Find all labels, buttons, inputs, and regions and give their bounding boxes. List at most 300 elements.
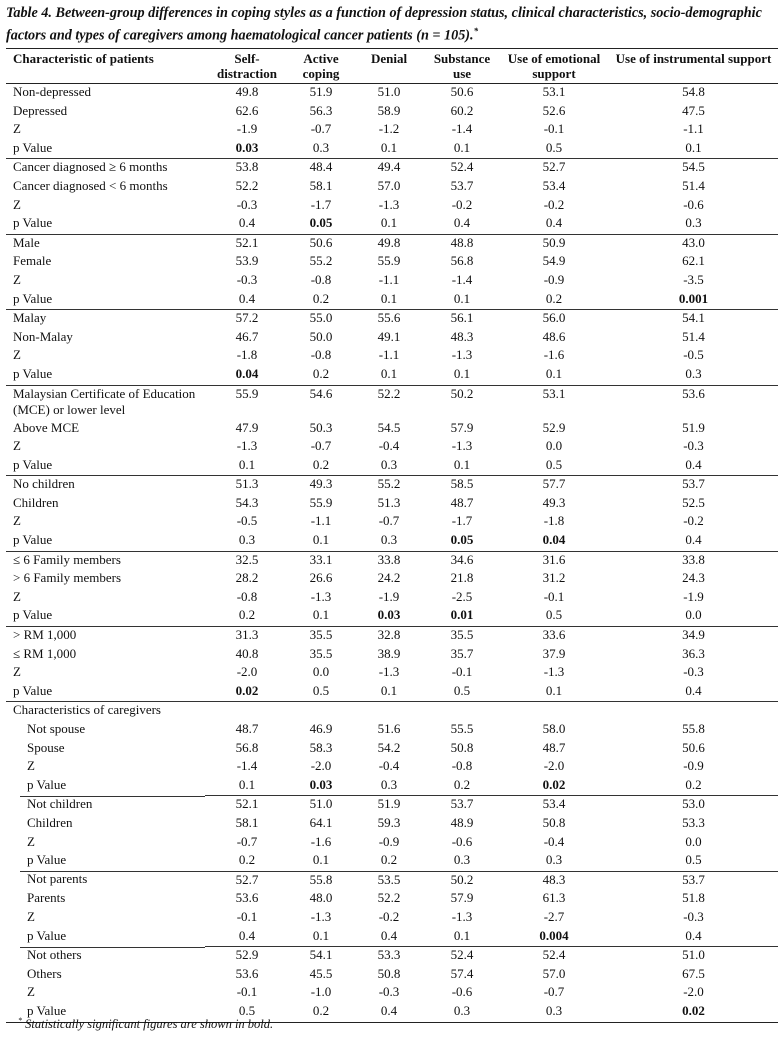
row-label: p Value <box>13 139 53 155</box>
table-cell: 0.5 <box>685 852 702 868</box>
table-cell: -0.4 <box>378 758 400 774</box>
column-header: Characteristic of patients <box>6 49 205 84</box>
table-cell: 35.5 <box>289 627 353 646</box>
table-row <box>6 777 778 796</box>
table-cell: 48.7 <box>542 739 566 755</box>
table-header-row <box>6 49 778 84</box>
table-cell: -0.2 <box>543 196 565 212</box>
table-cell: -1.7 <box>451 513 473 529</box>
table-cell: 55.2 <box>353 476 425 495</box>
row-label: p Value <box>13 607 53 623</box>
table-row <box>6 329 778 348</box>
row-label: Z <box>13 438 21 454</box>
table-cell: 0.4 <box>238 927 256 943</box>
row-label: p Value <box>13 456 53 472</box>
table-row <box>6 366 778 385</box>
caption-footnote-marker: * <box>473 26 479 36</box>
table-row <box>6 740 778 759</box>
table-cell: 58.0 <box>542 721 566 736</box>
table-row <box>6 159 778 178</box>
table-cell: -1.3 <box>378 664 400 680</box>
table-row <box>6 966 778 985</box>
table-cell: -0.7 <box>543 984 565 1000</box>
table-row <box>6 197 778 216</box>
table-cell: 0.1 <box>685 139 702 155</box>
table-cell: 50.6 <box>289 234 353 253</box>
table-cell: 48.4 <box>289 159 353 178</box>
row-label: > 6 Family members <box>13 570 122 586</box>
table-row <box>6 852 778 871</box>
table-row <box>6 589 778 608</box>
table-cell: 0.3 <box>238 532 256 548</box>
row-label: Z <box>13 347 21 363</box>
table-cell: 53.6 <box>609 385 778 420</box>
table-cell: 52.2 <box>353 385 425 420</box>
table-cell: -1.3 <box>310 908 332 924</box>
table-cell: -2.7 <box>543 908 565 924</box>
table-cell: 55.8 <box>682 721 705 736</box>
table-row <box>6 890 778 909</box>
table-caption <box>6 4 776 45</box>
table-cell: 33.8 <box>353 551 425 570</box>
table-cell: 0.4 <box>685 532 702 548</box>
column-header: Active coping <box>289 49 353 84</box>
table-cell: -0.3 <box>378 984 400 1000</box>
table-cell: 58.1 <box>309 177 333 193</box>
table-cell: 33.8 <box>609 551 778 570</box>
table-row <box>6 457 778 476</box>
table-cell: 0.3 <box>685 365 702 381</box>
table-cell: 0.1 <box>238 776 256 792</box>
table-cell: 0.4 <box>685 927 702 943</box>
table-cell: 0.04 <box>542 532 566 548</box>
table-cell: 49.8 <box>235 84 259 99</box>
table-cell: -0.5 <box>236 513 258 529</box>
table-cell: 46.9 <box>309 721 333 736</box>
row-label: p Value <box>13 682 53 698</box>
table-cell: -0.1 <box>451 664 473 680</box>
table-cell: -3.5 <box>683 271 704 287</box>
table-cell: 54.2 <box>377 739 401 755</box>
table-cell: 0.4 <box>238 215 256 231</box>
table-cell: -1.9 <box>236 121 258 137</box>
table-row <box>6 253 778 272</box>
table-cell: 0.2 <box>238 852 256 868</box>
row-label: p Value <box>27 776 67 792</box>
table-cell: 0.1 <box>380 682 398 698</box>
table-cell: 0.3 <box>380 456 398 472</box>
column-header: Use of emotional support <box>499 49 609 84</box>
column-header: Use of instrumental support <box>609 49 778 84</box>
table-cell: -2.0 <box>310 758 332 774</box>
table-cell: 51.0 <box>609 947 778 966</box>
row-label: Non-depressed <box>13 84 91 99</box>
table-cell: -1.3 <box>378 196 400 212</box>
column-header: Self-distraction <box>205 49 289 84</box>
table-row <box>6 476 778 495</box>
table-cell: -0.5 <box>683 347 704 363</box>
table-row <box>6 909 778 928</box>
table-cell: 51.0 <box>289 796 353 815</box>
table-cell: 51.3 <box>377 494 401 510</box>
table-cell: -0.8 <box>236 588 258 604</box>
table-cell: 0.1 <box>453 290 471 306</box>
table-cell: 53.6 <box>235 890 259 906</box>
table-cell: 0.5 <box>205 1003 289 1022</box>
table-cell: 0.1 <box>453 365 471 381</box>
table-body <box>6 84 778 1023</box>
row-label: Female <box>13 253 52 269</box>
table-cell: 51.4 <box>682 328 705 344</box>
table-cell: -1.3 <box>451 908 473 924</box>
table-cell: 0.5 <box>545 456 563 472</box>
table-row <box>6 664 778 683</box>
table-cell: 21.8 <box>450 570 474 586</box>
table-cell: 52.2 <box>235 177 259 193</box>
table-row <box>6 947 778 966</box>
table-cell: 59.3 <box>377 814 401 830</box>
table-cell: -1.0 <box>310 984 332 1000</box>
table-cell: 0.3 <box>453 852 471 868</box>
table-cell: 57.9 <box>450 419 474 435</box>
table-cell: 0.1 <box>312 607 330 623</box>
table-cell: -0.6 <box>683 196 704 212</box>
table-row <box>6 234 778 253</box>
table-cell: 31.2 <box>542 570 566 586</box>
table-row <box>6 513 778 532</box>
table-cell: -1.4 <box>236 758 258 774</box>
table-cell: -0.3 <box>683 908 704 924</box>
table-row <box>6 385 778 420</box>
table-cell: 0.2 <box>545 290 563 306</box>
table-cell: 53.7 <box>609 871 778 890</box>
table-cell: 33.6 <box>499 627 609 646</box>
table-cell: 53.1 <box>499 385 609 420</box>
table-cell: 57.2 <box>205 310 289 329</box>
row-label: p Value <box>13 532 53 548</box>
table-cell: 0.4 <box>380 927 398 943</box>
table-cell: 51.0 <box>377 84 401 99</box>
table-row <box>6 551 778 570</box>
table-cell: -0.1 <box>543 588 565 604</box>
table-cell <box>289 702 353 721</box>
table-cell: -1.2 <box>378 121 400 137</box>
table-cell: 56.8 <box>235 739 259 755</box>
table-cell: 62.1 <box>682 253 705 269</box>
table-cell: 52.4 <box>425 159 499 178</box>
table-row <box>6 438 778 457</box>
table-cell: 58.5 <box>425 476 499 495</box>
table-cell: 52.2 <box>377 890 401 906</box>
table-cell: 0.0 <box>545 438 563 454</box>
table-cell: 52.9 <box>542 419 566 435</box>
table-cell: 54.8 <box>682 84 705 99</box>
table-cell: 51.9 <box>682 419 705 435</box>
table-cell: 0.5 <box>545 139 563 155</box>
table-cell: 50.6 <box>450 84 474 99</box>
table-cell: -1.1 <box>378 271 400 287</box>
row-label: Cancer diagnosed ≥ 6 months <box>6 159 205 178</box>
row-label: Z <box>13 588 21 604</box>
table-cell: 37.9 <box>542 645 566 661</box>
table-cell: 0.1 <box>453 456 471 472</box>
row-label: p Value <box>13 215 53 231</box>
table-cell: 55.9 <box>377 253 401 269</box>
table-cell: 48.7 <box>450 494 474 510</box>
table-row <box>6 721 778 740</box>
table-cell: -0.8 <box>310 347 332 363</box>
table-cell <box>205 702 289 721</box>
table-cell: 52.4 <box>499 947 609 966</box>
row-label: No children <box>6 476 205 495</box>
table-row <box>6 178 778 197</box>
table-cell: 28.2 <box>235 570 259 586</box>
table-cell: 58.3 <box>309 739 333 755</box>
table-cell: 54.5 <box>609 159 778 178</box>
table-cell: -2.5 <box>451 588 473 604</box>
table-cell: 0.2 <box>312 290 330 306</box>
table-cell: -1.1 <box>310 513 332 529</box>
table-cell: -0.1 <box>236 908 258 924</box>
row-label: Spouse <box>27 739 65 755</box>
table-cell: 64.1 <box>309 814 333 830</box>
table-cell: 48.8 <box>425 234 499 253</box>
table-cell: 56.1 <box>425 310 499 329</box>
table-cell: 38.9 <box>377 645 401 661</box>
table-cell: -0.8 <box>310 271 332 287</box>
table-cell: 24.2 <box>377 570 401 586</box>
table-cell: 54.9 <box>542 253 566 269</box>
table-cell: 67.5 <box>682 965 705 981</box>
table-cell <box>499 702 609 721</box>
table-cell: 0.4 <box>685 456 702 472</box>
table-cell: 35.7 <box>450 645 474 661</box>
table-cell: -0.9 <box>543 271 565 287</box>
row-label: Children <box>13 494 59 510</box>
table-row <box>6 815 778 834</box>
table-cell: 49.1 <box>377 328 401 344</box>
column-header: Denial <box>353 49 425 84</box>
table-cell: 50.2 <box>425 871 499 890</box>
table-cell: 0.3 <box>380 532 398 548</box>
table-cell: 51.8 <box>682 890 705 906</box>
table-footnote <box>18 1016 273 1032</box>
table-cell: 0.001 <box>678 290 709 306</box>
table-cell: 55.6 <box>353 310 425 329</box>
table-cell: -0.3 <box>236 196 258 212</box>
table-row <box>6 291 778 310</box>
row-label: Depressed <box>13 102 68 118</box>
table-cell: 0.0 <box>685 833 702 849</box>
table-cell: 0.2 <box>312 365 330 381</box>
table-cell: 0.3 <box>685 215 702 231</box>
table-row <box>6 140 778 159</box>
table-cell: -0.1 <box>543 121 565 137</box>
table-cell: 50.8 <box>450 739 474 755</box>
table-cell: 53.7 <box>450 177 474 193</box>
table-cell: 50.8 <box>377 965 401 981</box>
table-cell: 0.4 <box>453 215 471 231</box>
table-cell: 0.2 <box>453 776 471 792</box>
table-cell: 53.4 <box>542 177 566 193</box>
coping-styles-table <box>6 48 778 1023</box>
row-label: Non-Malay <box>13 328 73 344</box>
row-label: Z <box>27 984 35 1000</box>
table-cell: 0.4 <box>238 290 256 306</box>
table-cell: -0.7 <box>378 513 400 529</box>
table-cell: 62.6 <box>235 102 259 118</box>
table-row <box>6 103 778 122</box>
table-cell: 50.6 <box>682 739 705 755</box>
table-cell: 54.1 <box>289 947 353 966</box>
table-cell: 0.01 <box>450 607 474 623</box>
table-cell: 48.9 <box>450 814 474 830</box>
table-row <box>6 272 778 291</box>
table-cell: 0.03 <box>377 607 401 623</box>
table-cell: 55.8 <box>289 871 353 890</box>
row-label: p Value <box>27 927 67 943</box>
table-cell: 50.8 <box>542 814 566 830</box>
table-cell: 0.1 <box>312 927 330 943</box>
table-cell: 52.4 <box>425 947 499 966</box>
table-row <box>6 928 778 947</box>
table-cell: -0.7 <box>310 438 332 454</box>
table-cell: -2.0 <box>543 758 565 774</box>
table-cell: -0.4 <box>378 438 400 454</box>
table-cell: 32.8 <box>353 627 425 646</box>
table-cell: 53.3 <box>353 947 425 966</box>
table-cell: 0.0 <box>312 664 330 680</box>
table-cell: -0.9 <box>378 833 400 849</box>
table-cell: 49.3 <box>289 476 353 495</box>
table-cell: 49.8 <box>353 234 425 253</box>
row-label: Malay <box>6 310 205 329</box>
row-label: Z <box>13 513 21 529</box>
table-cell: 45.5 <box>309 965 333 981</box>
table-cell: 57.4 <box>450 965 474 981</box>
column-header: Substance use <box>425 49 499 84</box>
table-cell: 53.7 <box>425 796 499 815</box>
table-row <box>6 607 778 626</box>
table-cell: 0.2 <box>380 852 398 868</box>
table-cell: -1.1 <box>378 347 400 363</box>
table-cell: 52.5 <box>682 494 705 510</box>
table-cell: -1.3 <box>543 664 565 680</box>
table-cell: 53.8 <box>205 159 289 178</box>
table-cell: -1.4 <box>451 271 473 287</box>
table-cell: 47.5 <box>682 102 705 118</box>
table-cell: 50.3 <box>309 419 333 435</box>
table-cell: -0.3 <box>236 271 258 287</box>
table-cell: 50.9 <box>499 234 609 253</box>
table-cell: 31.3 <box>205 627 289 646</box>
table-cell: 48.6 <box>542 328 566 344</box>
table-row <box>6 215 778 234</box>
table-cell: 55.5 <box>450 721 474 736</box>
table-cell: 54.3 <box>235 494 259 510</box>
table-cell: -1.1 <box>683 121 704 137</box>
table-cell: 58.9 <box>377 102 401 118</box>
table-cell: 49.3 <box>542 494 566 510</box>
table-cell: -0.1 <box>236 984 258 1000</box>
table-cell: 36.3 <box>682 645 705 661</box>
table-cell: 32.5 <box>205 551 289 570</box>
table-cell: 0.5 <box>545 607 563 623</box>
row-label: ≤ 6 Family members <box>6 551 205 570</box>
table-row <box>6 683 778 702</box>
table-cell: 48.3 <box>499 871 609 890</box>
table-cell: 0.1 <box>380 290 398 306</box>
row-label: ≤ RM 1,000 <box>13 645 77 661</box>
table-cell: 0.3 <box>545 852 563 868</box>
table-row <box>6 871 778 890</box>
table-cell: 0.2 <box>312 456 330 472</box>
table-cell: -0.3 <box>683 438 704 454</box>
row-label: p Value <box>27 852 67 868</box>
table-cell: -0.2 <box>378 908 400 924</box>
table-cell: -0.4 <box>543 833 565 849</box>
table-cell: 54.6 <box>289 385 353 420</box>
table-cell <box>609 702 778 721</box>
table-cell: 52.1 <box>205 796 289 815</box>
row-label: Z <box>27 833 35 849</box>
table-cell: 0.1 <box>380 139 398 155</box>
table-cell: 47.9 <box>235 419 259 435</box>
table-cell: 0.1 <box>312 852 330 868</box>
table-cell: 0.05 <box>450 532 474 548</box>
table-cell: 0.4 <box>545 215 563 231</box>
row-label: Z <box>13 196 21 212</box>
table-cell: 54.5 <box>377 419 401 435</box>
table-cell: 48.3 <box>450 328 474 344</box>
table-row <box>6 758 778 777</box>
table-cell: 55.9 <box>205 385 289 420</box>
row-label: p Value <box>13 290 53 306</box>
table-row <box>6 570 778 589</box>
table-cell <box>425 702 499 721</box>
table-row <box>6 646 778 665</box>
table-cell: 50.2 <box>425 385 499 420</box>
table-cell: 51.9 <box>353 796 425 815</box>
table-row <box>6 532 778 551</box>
table-cell: 0.1 <box>380 215 398 231</box>
table-cell: 0.1 <box>453 139 471 155</box>
table-cell: 60.2 <box>450 102 474 118</box>
table-cell: 0.1 <box>545 682 563 698</box>
row-label: Characteristics of caregivers <box>6 702 205 721</box>
table-cell: -1.9 <box>683 588 704 604</box>
table-cell: 52.6 <box>542 102 566 118</box>
row-label: Z <box>27 758 35 774</box>
table-cell: -2.0 <box>236 664 258 680</box>
table-cell: -0.2 <box>683 513 704 529</box>
table-cell: 51.4 <box>682 177 705 193</box>
table-cell: 0.1 <box>238 456 256 472</box>
table-cell: 57.0 <box>542 965 566 981</box>
table-cell: 0.4 <box>685 682 702 698</box>
table-cell: 0.02 <box>609 1003 778 1022</box>
table-cell: 0.02 <box>542 776 566 792</box>
table-cell: 34.9 <box>609 627 778 646</box>
table-cell: 0.2 <box>685 776 702 792</box>
table-cell: 53.9 <box>235 253 259 269</box>
table-cell: 56.3 <box>309 102 333 118</box>
table-cell: 51.9 <box>309 84 333 99</box>
table-cell: 46.7 <box>235 328 259 344</box>
table-cell: 55.2 <box>309 253 333 269</box>
table-cell: 24.3 <box>682 570 705 586</box>
row-label: Others <box>27 965 62 981</box>
